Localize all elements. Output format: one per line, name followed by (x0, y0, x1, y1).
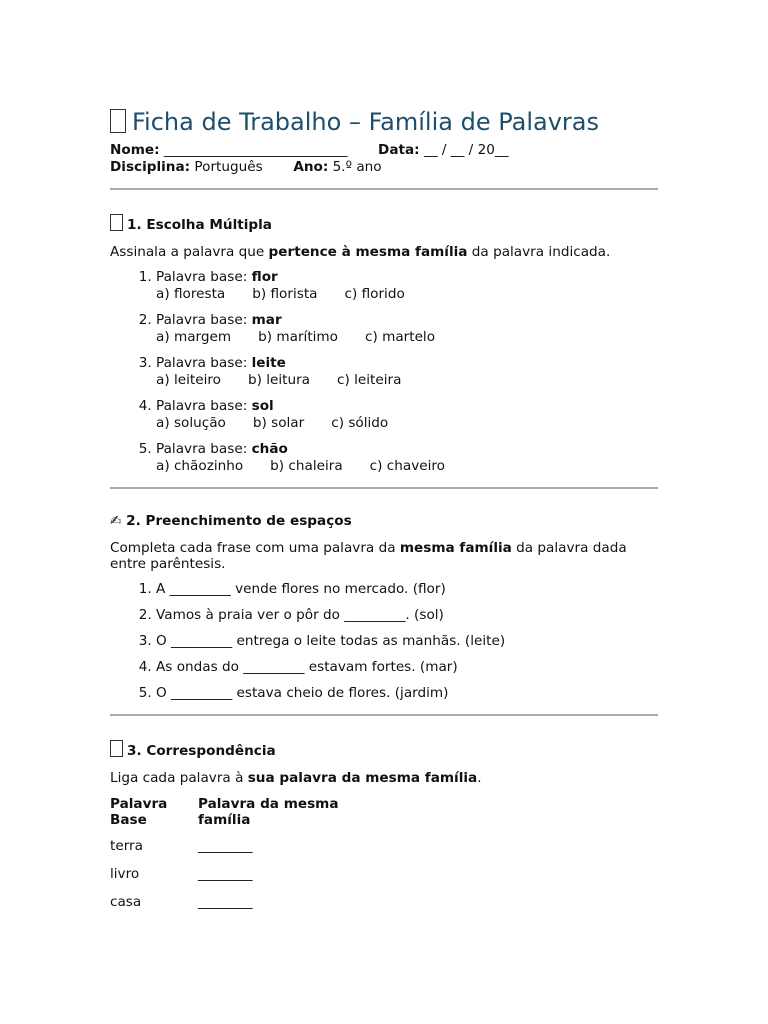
base-word: leite (251, 355, 286, 371)
column-header: Palavra Base (110, 796, 168, 828)
disciplina-label: Disciplina: (110, 159, 191, 175)
nome-field: ___________________________ (163, 142, 348, 158)
info-row-1 (110, 142, 658, 159)
base-word-cell: casa (110, 894, 142, 910)
question-item: 3. Palavra base: leite a) leiteiro b) leitura c) leiteira (156, 355, 658, 389)
page-title (110, 106, 658, 138)
disciplina-value: Português (194, 159, 263, 175)
answer-option[interactable]: b) leitura (247, 372, 310, 388)
answer-option[interactable]: b) chaleira (270, 458, 343, 474)
answer-blank[interactable]: ________ (198, 866, 253, 882)
info-row-2 (110, 159, 658, 176)
data-label: Data: (378, 142, 420, 158)
missing-glyph-icon (110, 214, 123, 231)
base-word: mar (251, 312, 282, 328)
answer-option[interactable]: a) leiteiro (156, 372, 221, 388)
section2-title: ✍ 2. Preenchimento de espaços (110, 513, 352, 529)
writing-hand-icon: ✍ (110, 513, 122, 529)
section1-title: 1. Escolha Múltipla (110, 214, 658, 234)
answer-option[interactable]: c) leiteira (337, 372, 402, 388)
answer-option[interactable]: a) solução (156, 415, 226, 431)
sentence-item: 2. Vamos à praia ver o pôr do _________. (sol) (156, 607, 658, 624)
data-field: __ / __ / 20__ (423, 142, 509, 158)
table-row (110, 866, 376, 894)
answer-option[interactable]: a) floresta (156, 286, 226, 302)
sentence-item: 3. O _________ entrega o leite todas as manhãs. (leite) (156, 633, 658, 650)
missing-glyph-icon (110, 109, 126, 133)
answer-option[interactable]: a) margem (156, 329, 232, 345)
fill-in-list (110, 581, 658, 702)
question-item: 2. Palavra base: mar a) margem b) marítimo c) martelo (156, 312, 658, 346)
base-word: chão (251, 441, 288, 457)
column-header: Palavra da mesma família (198, 796, 339, 828)
question-item: 5. Palavra base: chão a) chãozinho b) chaleira c) chaveiro (156, 441, 658, 475)
base-word: flor (251, 269, 278, 285)
section1-intro: Assinala a palavra que pertence à mesma família da palavra indicada. (110, 244, 611, 260)
answer-option[interactable]: c) chaveiro (369, 458, 445, 474)
answer-option[interactable]: b) solar (252, 415, 305, 431)
ano-value: 5.º ano (332, 159, 382, 175)
base-word-cell: terra (110, 838, 143, 854)
section3-intro: Liga cada palavra à sua palavra da mesma família. (110, 770, 482, 786)
answer-option[interactable]: b) marítimo (258, 329, 338, 345)
question-item: 1. Palavra base: flor a) floresta b) florista c) florido (156, 269, 658, 303)
page-title-text: Ficha de Trabalho – Família de Palavras (132, 108, 599, 136)
sentence-item: 5. O _________ estava cheio de flores. (jardim) (156, 685, 658, 702)
divider (110, 188, 658, 190)
table-row (110, 838, 376, 866)
answer-blank[interactable]: ________ (198, 838, 253, 854)
answer-option[interactable]: c) florido (344, 286, 405, 302)
answer-option[interactable]: a) chãozinho (156, 458, 244, 474)
sentence-item: 1. A _________ vende flores no mercado. (flor) (156, 581, 658, 598)
answer-option[interactable]: b) florista (252, 286, 318, 302)
base-word-cell: livro (110, 866, 140, 882)
section3-title: 3. Correspondência (110, 740, 658, 760)
answer-option[interactable]: c) sólido (331, 415, 389, 431)
section2-intro: Completa cada frase com uma palavra da mesma família da palavra dada entre parêntesis. (110, 540, 627, 572)
student-info (110, 142, 658, 176)
multiple-choice-list (110, 269, 658, 475)
answer-option[interactable]: c) martelo (364, 329, 436, 345)
answer-blank[interactable]: ________ (198, 894, 253, 910)
missing-glyph-icon (110, 740, 123, 757)
table-row (110, 894, 376, 922)
ano-label: Ano: (293, 159, 329, 175)
matching-table (110, 796, 376, 922)
divider (110, 487, 658, 489)
question-item: 4. Palavra base: sol a) solução b) solar c) sólido (156, 398, 658, 432)
base-word: sol (251, 398, 274, 414)
sentence-item: 4. As ondas do _________ estavam fortes. (mar) (156, 659, 658, 676)
divider (110, 714, 658, 716)
nome-label: Nome: (110, 142, 160, 158)
